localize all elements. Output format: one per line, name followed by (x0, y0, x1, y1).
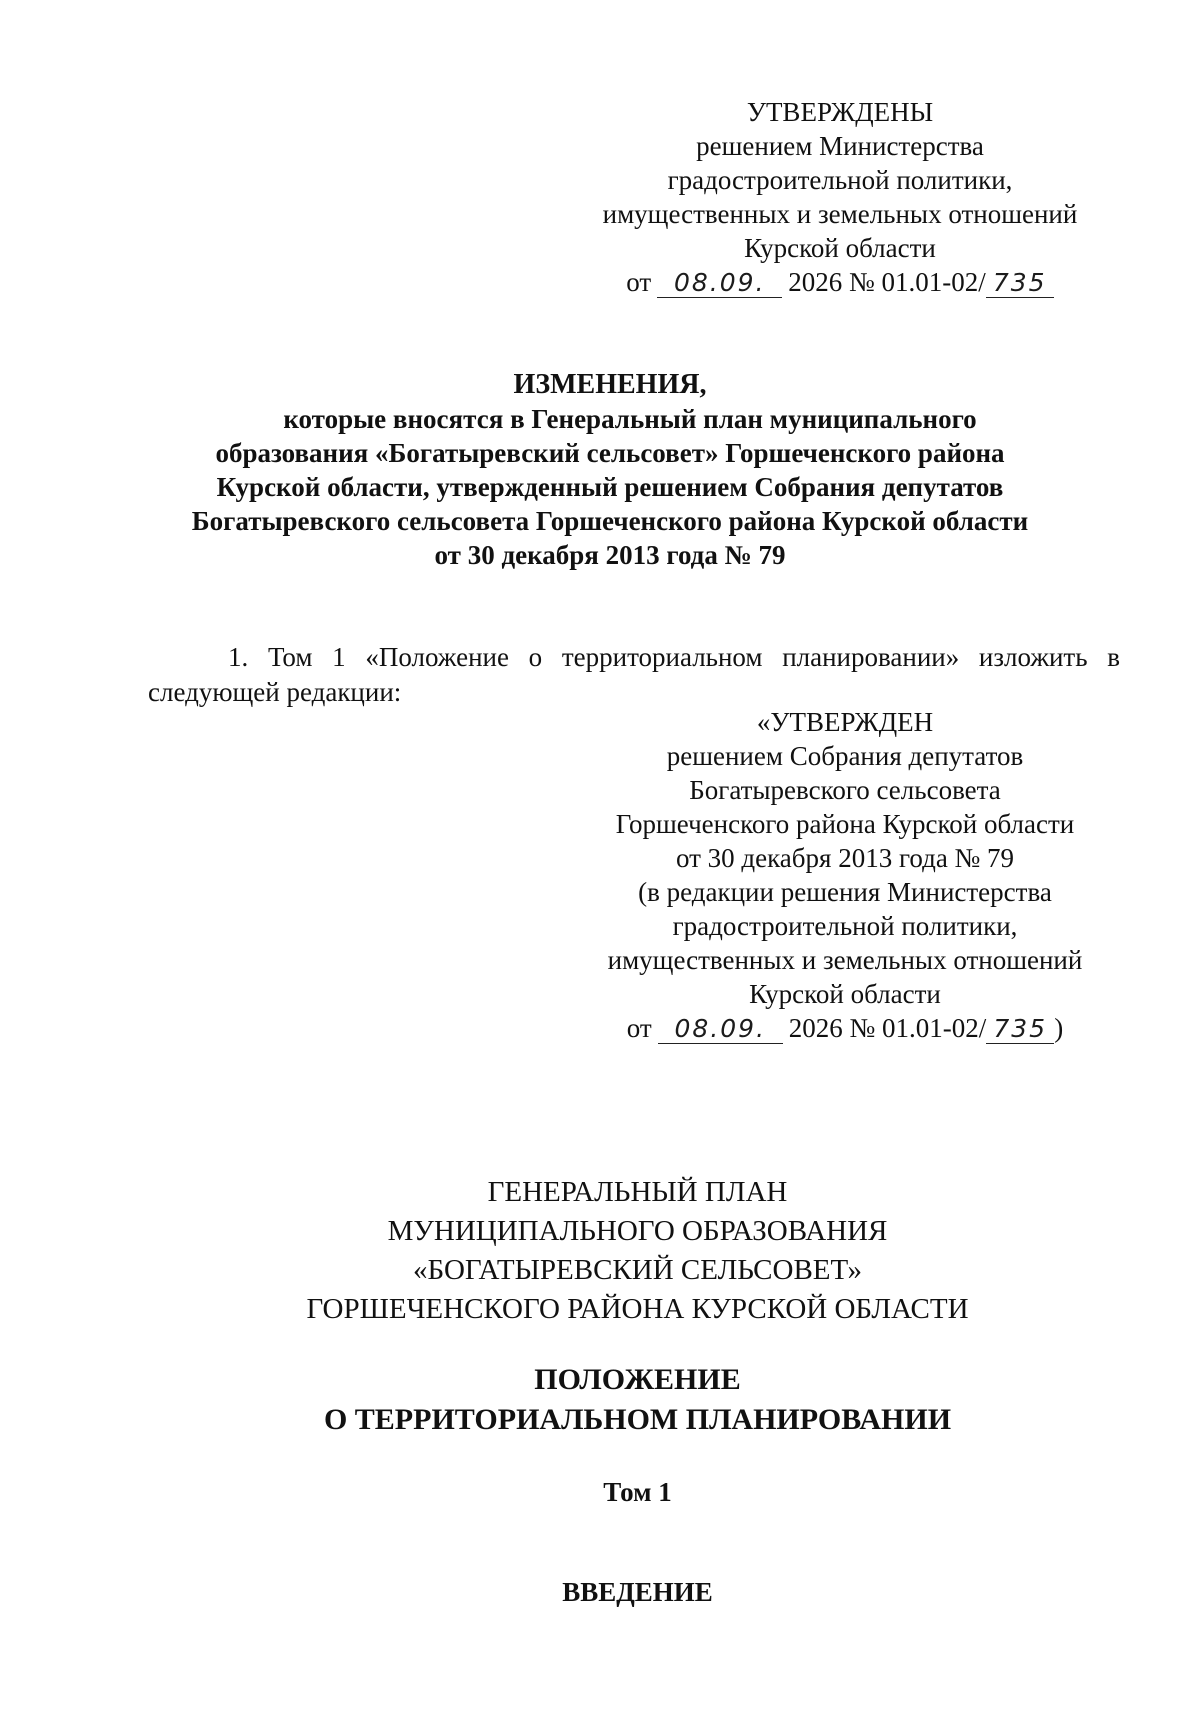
date-suffix: 2026 № 01.01-02/ (788, 267, 986, 297)
position-line: О ТЕРРИТОРИАЛЬНОМ ПЛАНИРОВАНИИ (323, 1403, 952, 1436)
approval-stamp-inner (575, 705, 1115, 1045)
changes-line: Курской области, утвержденный решением Собрания депутатов (216, 472, 1004, 502)
date-suffix: 2026 № 01.01-02/ (788, 1013, 987, 1043)
approval-line: Курской области (749, 979, 941, 1009)
changes-line: образования «Богатыревский сельсовет» Горшеченского района (215, 438, 1005, 468)
position-heading (100, 1360, 1175, 1440)
approval-line: градостроительной политики, (667, 165, 1013, 195)
volume-label (100, 1475, 1175, 1509)
approval-line: градостроительной политики, (672, 911, 1018, 941)
approval-line: (в редакции решения Министерства (638, 877, 1052, 907)
handwritten-date: 08.09. (658, 1015, 783, 1044)
approval-line: «УТВЕРЖДЕН (756, 707, 934, 737)
approval-date-line (575, 1011, 1115, 1045)
approval-line: имущественных и земельных отношений (602, 199, 1078, 229)
changes-line: которые вносятся в Генеральный план муниципального (283, 404, 977, 434)
approval-line: УТВЕРЖДЕНЫ (746, 97, 934, 127)
approval-stamp-top (560, 95, 1120, 299)
paragraph-1 (148, 640, 1120, 710)
handwritten-date: 08.09. (657, 269, 782, 298)
approval-line: Горшеченского района Курской области (615, 809, 1075, 839)
paragraph-text: 1. Том 1 «Положение о территориальном планировании» изложить в следующей редакции: (148, 642, 1120, 707)
changes-line: Богатыревского сельсовета Горшеченского района Курской области (191, 506, 1029, 536)
date-prefix: от (626, 1013, 652, 1043)
approval-line: решением Министерства (696, 131, 984, 161)
approval-line: Курской области (744, 233, 936, 263)
changes-line: от 30 декабря 2013 года № 79 (434, 540, 786, 570)
general-plan-title (100, 1173, 1175, 1329)
approval-line: решением Собрания депутатов (666, 741, 1024, 771)
volume-text: Том 1 (603, 1477, 672, 1507)
approval-line: Богатыревского сельсовета (689, 775, 1001, 805)
handwritten-number: 735 (986, 1015, 1054, 1044)
changes-title: ИЗМЕНЕНИЯ, (513, 369, 707, 400)
approval-date-line (560, 265, 1120, 299)
plan-line: ГОРШЕЧЕНСКОГО РАЙОНА КУРСКОЙ ОБЛАСТИ (306, 1293, 969, 1325)
date-prefix: от (626, 267, 652, 297)
approval-line: от 30 декабря 2013 года № 79 (675, 843, 1015, 873)
changes-heading (100, 368, 1120, 572)
plan-line: МУНИЦИПАЛЬНОГО ОБРАЗОВАНИЯ (387, 1215, 888, 1247)
plan-line: «БОГАТЫРЕВСКИЙ СЕЛЬСОВЕТ» (413, 1254, 862, 1286)
position-line: ПОЛОЖЕНИЕ (534, 1363, 741, 1396)
approval-line: имущественных и земельных отношений (607, 945, 1083, 975)
introduction-text: ВВЕДЕНИЕ (562, 1577, 713, 1607)
handwritten-number: 735 (986, 269, 1054, 298)
introduction-heading (100, 1575, 1175, 1609)
plan-line: ГЕНЕРАЛЬНЫЙ ПЛАН (487, 1176, 788, 1208)
closing-parenthesis: ) (1054, 1013, 1064, 1043)
